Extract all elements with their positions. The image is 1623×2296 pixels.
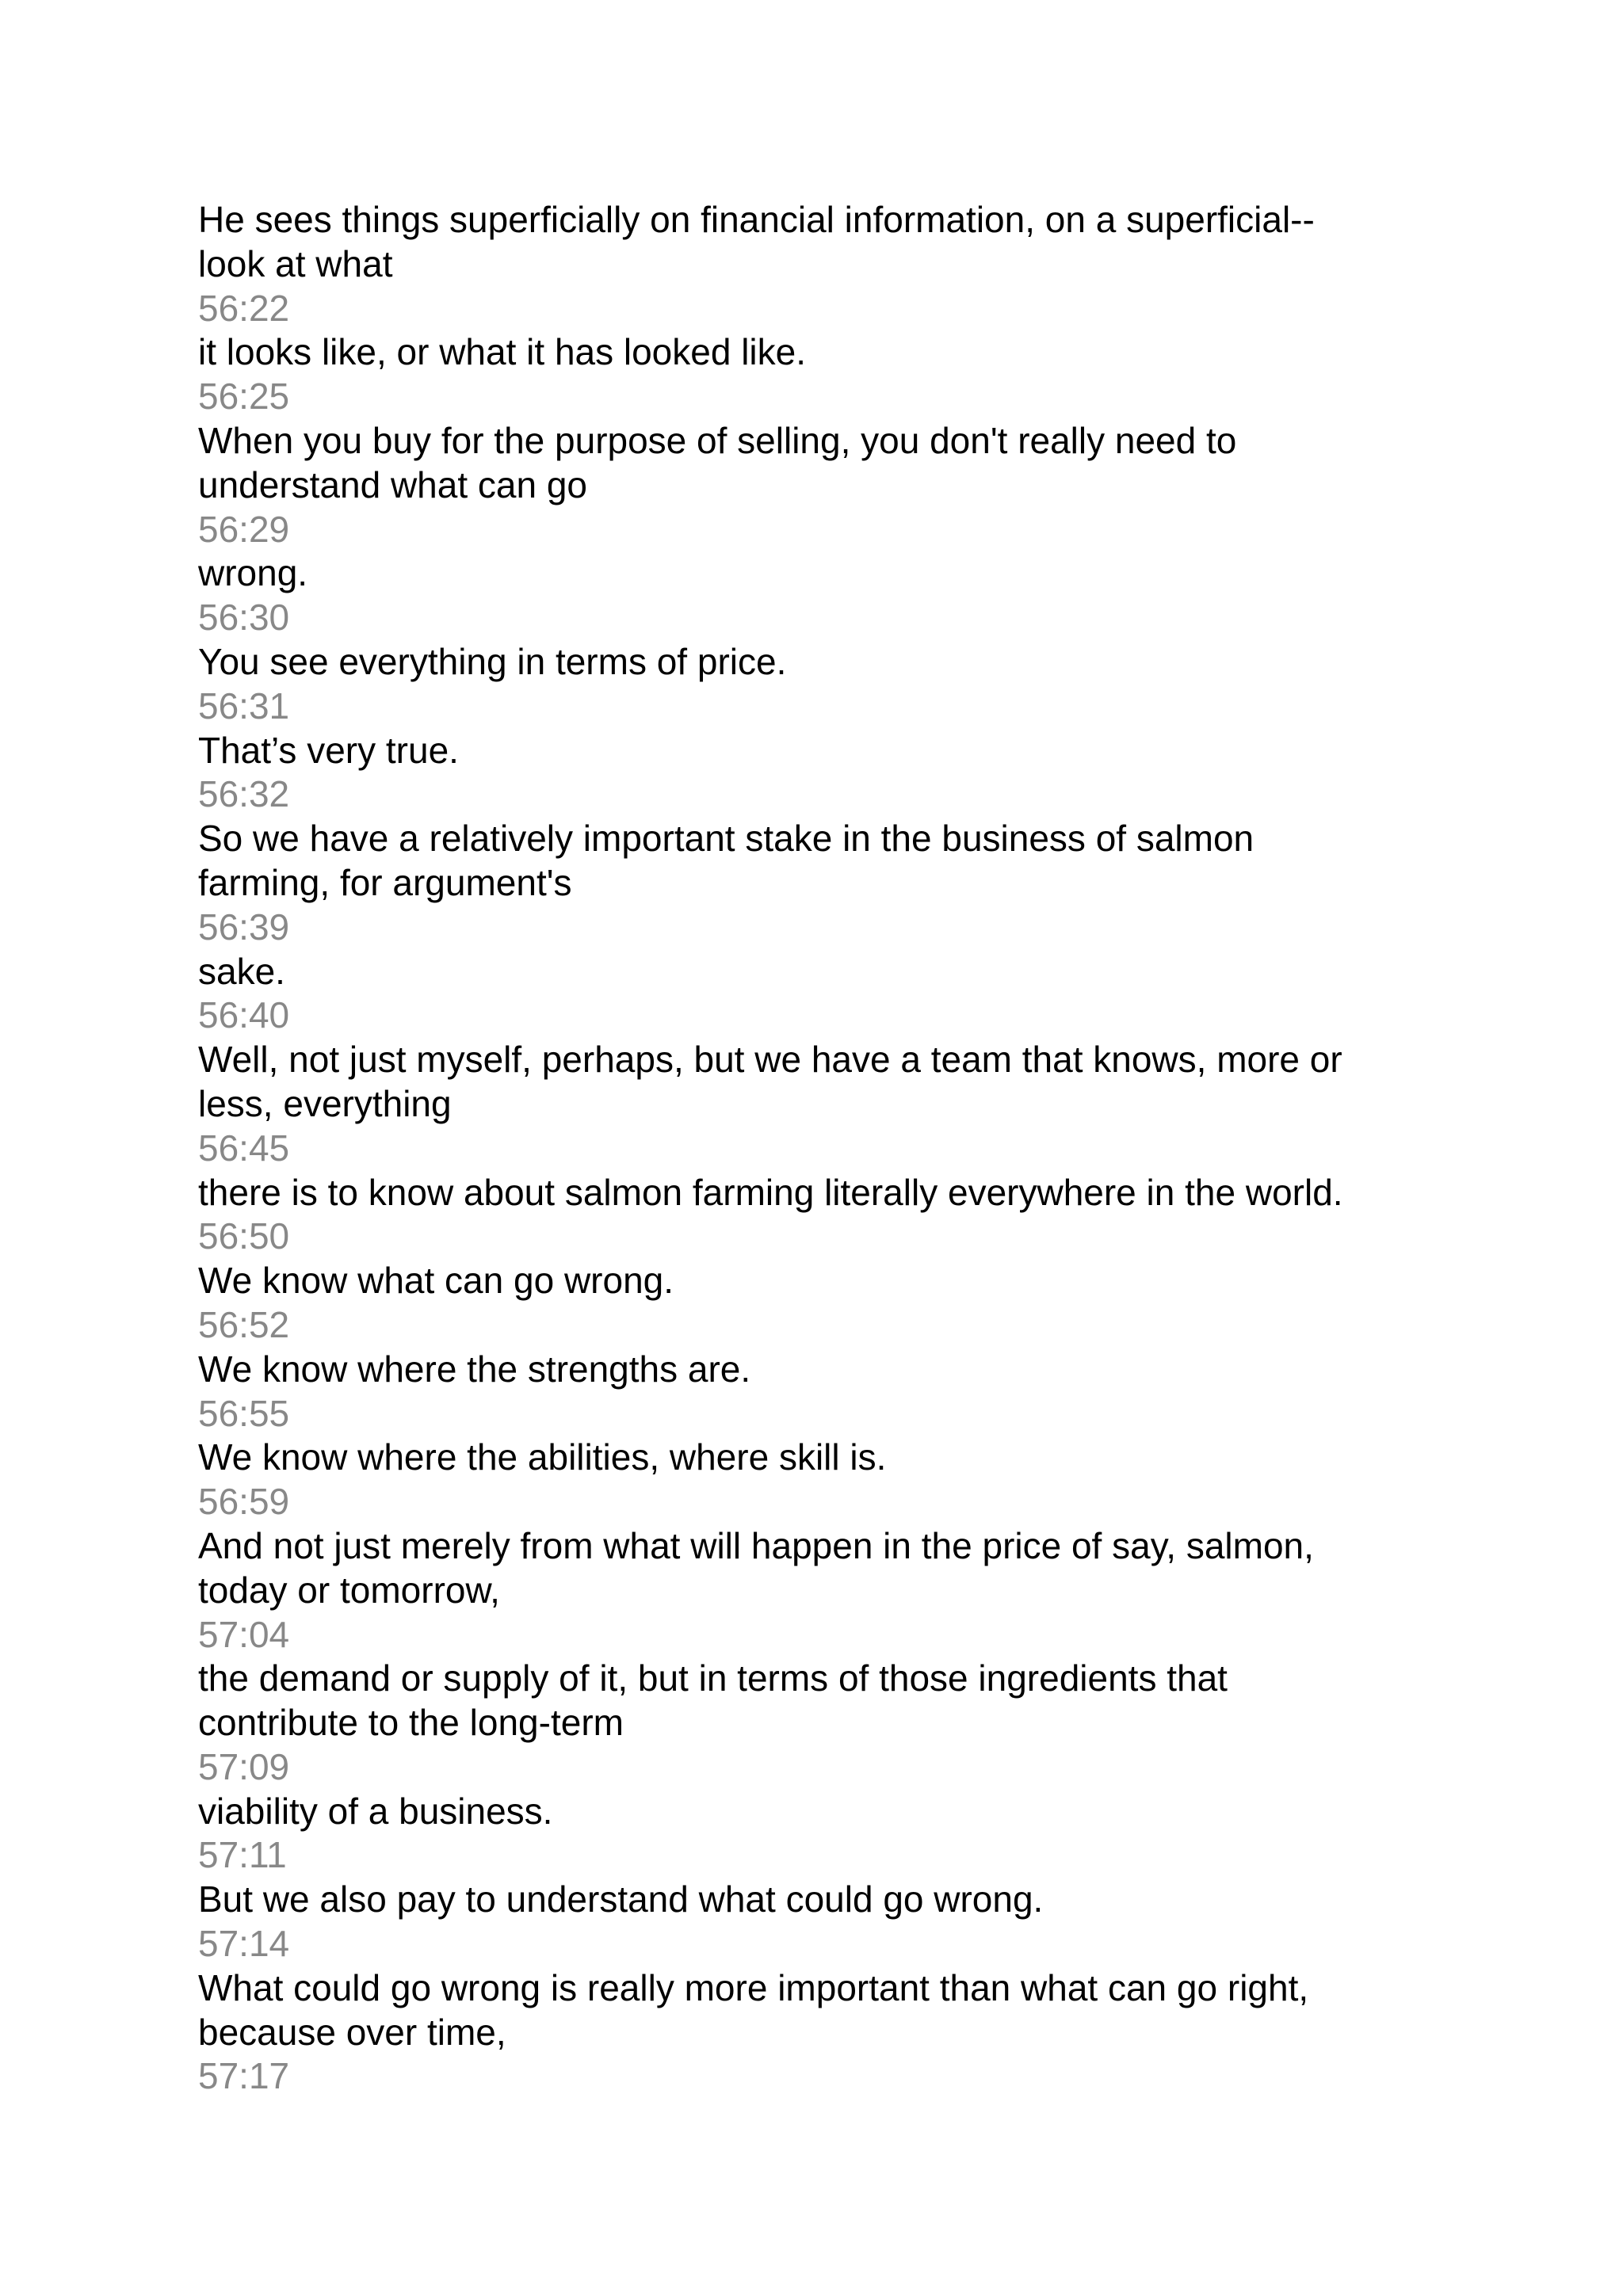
transcript-line: But we also pay to understand what could go wrong. [198, 1878, 1044, 1920]
transcript-line: the demand or supply of it, but in terms of those ingredients that [198, 1657, 1228, 1699]
transcript-line: He sees things superficially on financial information, on a superficial-- [198, 199, 1315, 240]
transcript-line: You see everything in terms of price. [198, 640, 787, 682]
transcript-line: today or tomorrow, [198, 1569, 500, 1611]
timestamp: 56:25 [198, 376, 290, 418]
transcript-line: there is to know about salmon farming literally everywhere in the world. [198, 1171, 1343, 1213]
timestamp: 56:55 [198, 1392, 290, 1434]
transcript-line: We know where the abilities, where skill is. [198, 1436, 887, 1478]
timestamp: 57:04 [198, 1613, 290, 1655]
timestamp: 56:59 [198, 1481, 290, 1523]
transcript-line: When you buy for the purpose of selling, you don't really need to [198, 419, 1237, 461]
timestamp: 56:31 [198, 685, 290, 727]
timestamp: 56:22 [198, 287, 290, 329]
transcript-line: We know what can go wrong. [198, 1260, 674, 1302]
transcript-line: wrong. [198, 552, 308, 594]
transcript-line: contribute to the long-term [198, 1702, 624, 1744]
transcript-page [198, 198, 1434, 2099]
transcript-line: viability of a business. [198, 1790, 553, 1832]
timestamp: 56:50 [198, 1215, 290, 1257]
transcript-line: Well, not just myself, perhaps, but we have a team that knows, more or [198, 1039, 1342, 1081]
timestamp: 56:40 [198, 994, 290, 1036]
timestamp: 57:14 [198, 1923, 290, 1965]
timestamp: 57:11 [198, 1834, 287, 1876]
timestamp: 57:17 [198, 2055, 290, 2097]
timestamp: 56:30 [198, 597, 290, 639]
transcript-line: And not just merely from what will happen in the price of say, salmon, [198, 1524, 1314, 1566]
timestamp: 56:52 [198, 1303, 290, 1345]
timestamp: 56:45 [198, 1127, 290, 1169]
transcript-line: understand what can go [198, 463, 588, 505]
transcript-line: it looks like, or what it has looked like. [198, 331, 807, 373]
transcript-line: farming, for argument's [198, 861, 572, 903]
timestamp: 56:32 [198, 773, 290, 815]
timestamp: 56:39 [198, 906, 290, 948]
transcript-line: What could go wrong is really more important than what can go right, [198, 1966, 1309, 2008]
timestamp: 57:09 [198, 1745, 290, 1787]
transcript-line: look at what [198, 242, 393, 284]
transcript-line: So we have a relatively important stake in the business of salmon [198, 818, 1254, 860]
transcript-line: That’s very true. [198, 729, 459, 771]
transcript-line: We know where the strengths are. [198, 1348, 751, 1390]
transcript-line: less, everything [198, 1082, 452, 1124]
transcript-line: because over time, [198, 2011, 506, 2053]
timestamp: 56:29 [198, 508, 290, 550]
transcript-line: sake. [198, 950, 285, 992]
